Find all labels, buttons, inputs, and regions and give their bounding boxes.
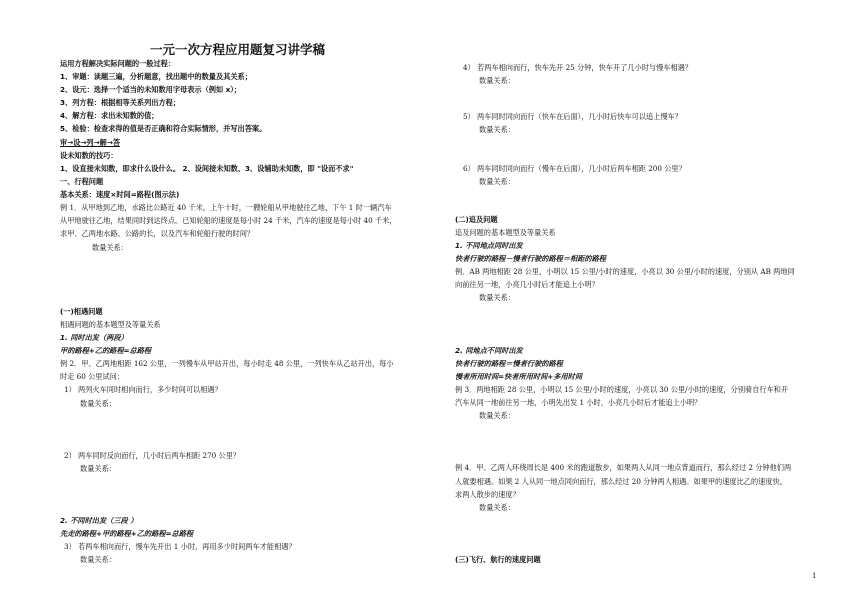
example-1-line-3: 求甲、乙两地水路、公路的长，以及汽车和轮船行驶的时间？	[60, 229, 255, 238]
example-2-line-1: 例 2．甲、乙两地相距 162 公里，一列慢车从甲站开出，每小时走 48 公里，一列快车从乙站开出，每小	[60, 359, 394, 368]
step-5: 5、检验：检查求得的值是否正确和符合实际情形，并写出答案。	[60, 124, 267, 133]
tips-heading: 设未知数的技巧：	[60, 151, 118, 160]
quantity-relation-label: 数量关系：	[80, 555, 116, 564]
steps-heading: 运用方程解决实际问题的一般过程：	[60, 59, 176, 68]
section-1-relation: 基本关系：速度×时间=路程(图示法)	[60, 190, 180, 199]
chase-2-heading: 2. 同地点不同时出发	[455, 346, 523, 355]
section-3-heading: (三)飞行、航行的速度问题	[455, 555, 541, 564]
meet-section-heading: (一)相遇问题	[60, 307, 103, 316]
meet-2-heading: 2. 不同时出发（三段 ）	[60, 516, 138, 525]
question-5: 5） 两车同时同向而行（快车在后面），几小时后快车可以追上慢车？	[463, 112, 682, 121]
quantity-relation-label: 数量关系：	[479, 76, 515, 85]
question-6: 6） 两车同时同向而行（慢车在后面），几小时后两车相距 200 公里？	[463, 164, 686, 173]
example-4-line-1: 例 4．甲、乙两人环绕周长是 400 米的跑道散步，如果两人从同一地点背道而行，那么经过 2 分钟他们两	[455, 463, 792, 472]
example-2-line-2: 时走 60 公里试问：	[60, 372, 125, 381]
example-4-line-3: 求两人散步的速度？	[455, 490, 520, 499]
chase-relation: 追及问题的基本题型及等量关系	[455, 228, 556, 237]
meet-1-heading: 1. 同时出发（两段）	[60, 333, 128, 342]
meet-1-formula: 甲的路程+乙的路程=总路程	[60, 346, 152, 355]
page-number: 1	[812, 572, 817, 580]
quantity-relation-label: 数量关系：	[479, 293, 515, 302]
quantity-relation-label: 数量关系：	[92, 243, 128, 252]
example-3-line-2: 汽车从同一地前往另一地，小明先出发 1 小时，小亮几小时后才能追上小明？	[455, 398, 702, 407]
meet-2-formula: 先走的路程+甲的路程+乙的路程=总路程	[60, 529, 194, 538]
chase-1-formula: 快者行驶的路程－慢者行驶的路程＝相距的路程	[455, 254, 606, 263]
tips-line: 1、设直接未知数，即求什么设什么。 2、设间接未知数、3、设辅助未知数，即 "设而不求"	[60, 164, 354, 173]
page-title: 一元一次方程应用题复习讲学稿	[150, 42, 326, 57]
chase-2-formula-1: 快者行驶的路程＝慢者行驶的路程	[455, 359, 563, 368]
step-4: 4、解方程：求出未知数的值；	[60, 111, 159, 120]
example-2-question-1: 1） 两列火车同时相向而行，多少时间可以相遇？	[64, 385, 222, 394]
quantity-relation-label: 数量关系：	[479, 177, 515, 186]
flow-line: 审→设→列→解→答	[60, 138, 121, 147]
quantity-relation-label: 数量关系：	[479, 411, 515, 420]
chase-example-line-1: 例．AB 两地相距 28 公里，小明以 15 公里/小时的速度，小亮以 30 公里/小时的速度，分别从 AB 两地同	[455, 267, 795, 276]
step-3: 3、列方程：根据相等关系列出方程；	[60, 98, 181, 107]
example-1-line-1: 例 1．从甲地到乙地，水路比公路近 40 千米，上午十时，一艘轮船从甲地驶往乙地，下午 1 时一辆汽车	[60, 203, 392, 212]
chase-example-line-2: 向前往另一地，小亮几小时后才能追上小明？	[455, 280, 599, 289]
quantity-relation-label: 数量关系：	[479, 125, 515, 134]
quantity-relation-label: 数量关系：	[80, 399, 116, 408]
quantity-relation-label: 数量关系：	[80, 464, 116, 473]
chase-1-heading: 1. 不同地点同时出发	[455, 241, 523, 250]
step-1: 1、审题：读题三遍，分析题意，找出题中的数量及其关系；	[60, 72, 252, 81]
example-1-line-2: 从甲地驶往乙地，结果同时到达终点。已知轮船的速度是每小时 24 千米，汽车的速度是每小时 40 千米，	[60, 216, 397, 225]
example-2-question-3: 3） 若两车相向而行，慢车先开出 1 小时，再用多少时间两车才能相遇？	[64, 542, 296, 551]
example-3-line-1: 例 3．两地相距 28 公里，小明以 15 公里/小时的速度，小亮以 30 公里/小时的速度，分别骑自行车和开	[455, 385, 789, 394]
step-2: 2、设元：选择一个适当的未知数用字母表示（例如 x）；	[60, 85, 242, 94]
example-4-line-2: 人就要相遇。如果 2 人从同一地点同向而行，那么经过 20 分钟两人相遇。如果甲的速度比乙的速度快，	[455, 477, 787, 486]
chase-section-heading: (二)追及问题	[455, 215, 498, 224]
chase-2-formula-2: 慢者所用时间=快者所用时间+多用时间	[455, 372, 583, 381]
meet-relation: 相遇问题的基本题型及等量关系	[60, 320, 161, 329]
quantity-relation-label: 数量关系：	[479, 503, 515, 512]
question-4: 4） 若两车相向而行，快车先开 25 分钟，快车开了几小时与慢车相遇？	[463, 63, 693, 72]
section-1-heading: 一、行程问题	[60, 177, 104, 186]
example-2-question-2: 2） 两车同时反向而行，几小时后两车相距 270 公里？	[64, 451, 241, 460]
